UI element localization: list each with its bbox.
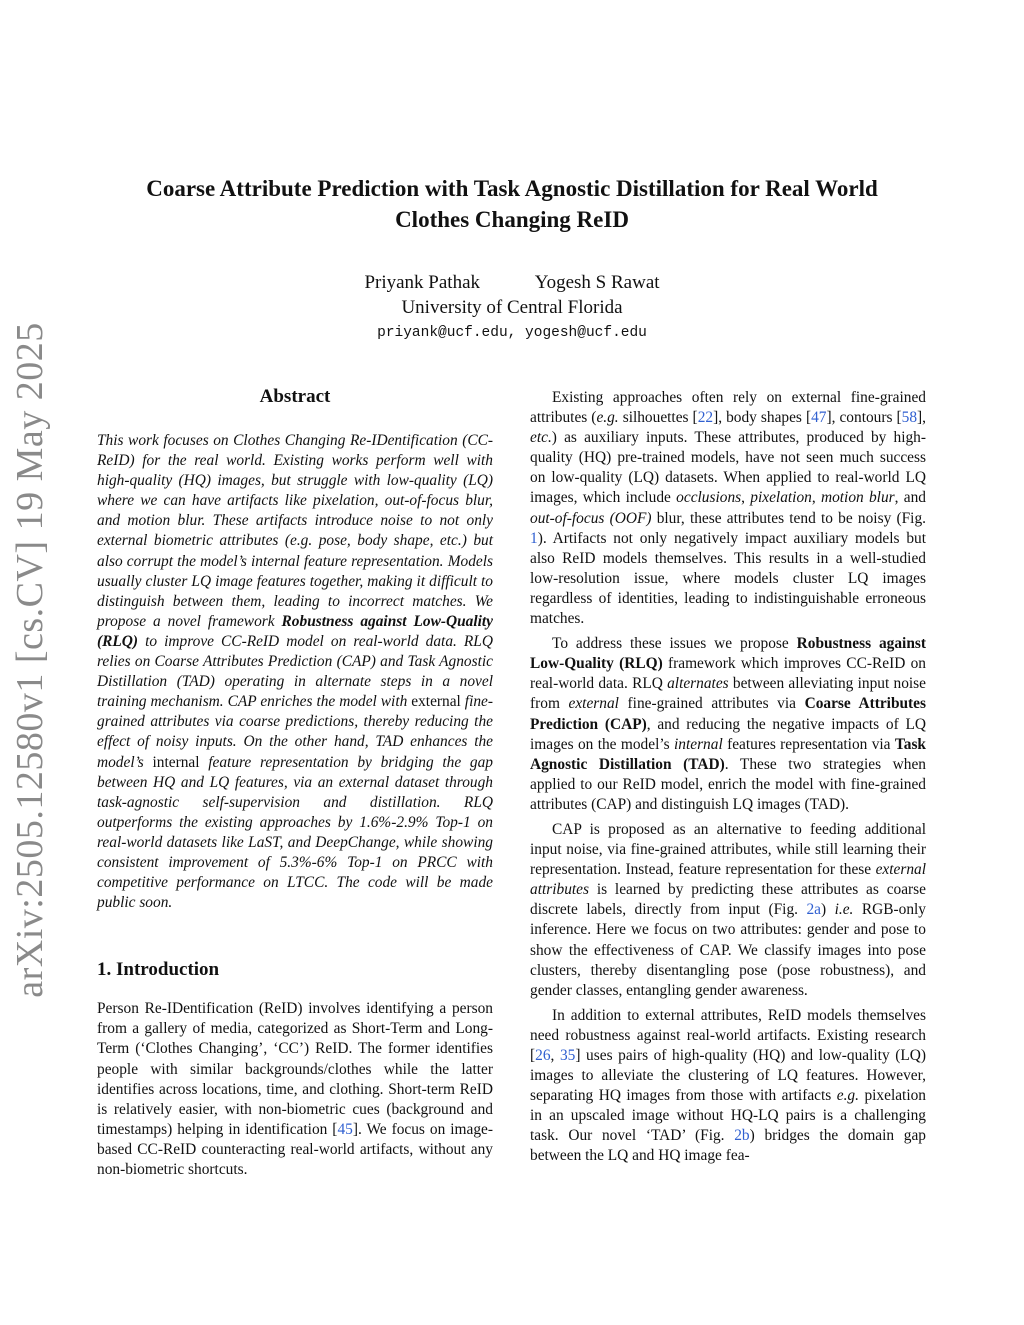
text-run: external attributes xyxy=(530,861,926,899)
text-run: To address these issues we propose xyxy=(552,635,797,653)
text-run: pixelation xyxy=(750,489,812,507)
text-run: external xyxy=(568,695,619,713)
text-run: alternates xyxy=(667,675,729,693)
text-run: fine-grained attributes via xyxy=(618,695,805,713)
affiliation: University of Central Florida xyxy=(401,297,623,318)
abstract-upright: external xyxy=(411,693,461,711)
text-run: ]. We focus on image-based CC-ReID counteracting real-world artifacts, without any non-biometric shortcuts. xyxy=(97,1120,493,1178)
text-run: out-of-focus (OOF) xyxy=(530,509,652,527)
text-run: occlusions xyxy=(676,489,742,507)
title-line-2: Clothes Changing ReID xyxy=(395,207,629,232)
citation-link[interactable]: 47 xyxy=(811,409,827,427)
text-run: e.g. xyxy=(836,1087,859,1105)
text-run: Task Agnostic Distillation (TAD) xyxy=(530,735,926,773)
text-run: etc. xyxy=(530,429,552,447)
text-run: ], contours [ xyxy=(826,409,902,427)
paragraph-existing-approaches xyxy=(530,388,926,629)
text-run: blur, these attributes tend to be noisy (Fig. xyxy=(651,509,926,527)
citation-link[interactable]: 26 xyxy=(535,1047,551,1064)
text-run: , and xyxy=(894,489,926,507)
text-run: Coarse Attributes Prediction (CAP) xyxy=(530,695,927,733)
paragraph-cap xyxy=(530,820,926,1001)
text-run: , xyxy=(741,489,751,507)
abstract-part: fine-grained attributes via coarse predictions, thereby reducing the effect of noisy inputs. On the other hand, TAD enhances the model’s xyxy=(97,693,493,771)
text-run: , xyxy=(811,489,821,507)
abstract-part: to improve CC-ReID model on real-world data. RLQ relies on Coarse Attributes Prediction (CAP) and Task Agnostic Distillation (TAD) operating in alternate steps in a novel training mechanism. CAP enriches the model with xyxy=(97,632,493,711)
introduction-heading: 1. Introduction xyxy=(97,959,220,981)
text-run: , and reducing the negative impacts of LQ images on the model’s xyxy=(530,715,926,753)
text-run: e.g. xyxy=(596,409,619,427)
text-run: ) as auxiliary inputs. These attributes, produced by high-quality (HQ) pre-trained models, have not seen much success on low-quality (LQ) datasets. When applied to real-world LQ images, which include xyxy=(530,429,926,507)
text-run: i.e. xyxy=(834,901,854,919)
abstract-text xyxy=(97,431,493,913)
citation-link[interactable]: 22 xyxy=(697,409,714,427)
figure-link[interactable]: 2a xyxy=(806,901,821,919)
left-column xyxy=(97,385,493,1180)
text-run: ) bridges the domain gap between the LQ and HQ image fea- xyxy=(530,1127,927,1165)
abstract-emphasis: Robustness against Low-Quality (RLQ) xyxy=(97,612,494,650)
text-run: ] uses pairs of high-quality (HQ) and low-quality (LQ) images to alleviate the clustering of LQ features. However, separating HQ images from those with artifacts xyxy=(530,1047,926,1105)
text-run: between alleviating input noise from xyxy=(530,675,926,713)
arxiv-identifier: arXiv:2505.12580v1 [cs.CV] 19 May 2025 xyxy=(9,322,51,998)
abstract-part: This work focuses on Clothes Changing Re-IDentification (CC-ReID) for the real world. Existing works perform well with high-quality (HQ) images, but struggle with low-quality (LQ) where we can have artifacts like pixelation, out-of-focus blur, and motion blur. These artifacts introduce noise to not only external biometric attributes (e.g. pose, body shape, etc.) but also corrupt the model’s internal feature representation. Models usually cluster LQ image features together, making it difficult to distinguish between them, leading to incorrect matches. We propose a novel framework xyxy=(97,432,493,630)
text-run: framework which improves CC-ReID on real-world data. RLQ xyxy=(530,655,926,693)
text-run: ) xyxy=(820,901,835,919)
text-run: pixelation in an upscaled image without HQ-LQ pairs is a challenging task. Our novel ‘TAD’ (Fig. xyxy=(530,1087,926,1145)
author-block xyxy=(0,270,1024,346)
abstract-part: feature representation by bridging the gap between HQ and LQ features, via an external dataset through task-agnostic self-supervision and distillation. RLQ outperforms the existing approaches by 1.6%-2.9% Top-1 on real-world datasets like LaST, and DeepChange, while showing consistent improvement of 5.3%-6% Top-1 on PRCC with competitive performance on LTCC. The code will be made public soon. xyxy=(97,753,493,912)
text-run: silhouettes [ xyxy=(618,409,698,427)
text-run: Existing approaches often rely on external fine-grained attributes ( xyxy=(530,389,926,427)
text-run: In addition to external attributes, ReID models themselves need robustness against real-world artifacts. Existing research [ xyxy=(530,1006,926,1064)
text-run: , xyxy=(550,1047,560,1064)
title-line-1: Coarse Attribute Prediction with Task Agnostic Distillation for Real World xyxy=(146,176,878,201)
author-name: Priyank Pathak xyxy=(364,272,481,293)
paragraph-rlq-proposal xyxy=(530,634,926,815)
text-run: ], body shapes [ xyxy=(713,409,812,427)
citation-link[interactable]: 45 xyxy=(337,1120,353,1138)
text-run: internal xyxy=(673,735,723,753)
paragraph-tad xyxy=(530,1006,926,1167)
author-name: Yogesh S Rawat xyxy=(534,272,660,293)
intro-paragraph xyxy=(97,999,493,1180)
text-run: features representation via xyxy=(722,735,895,753)
text-run: CAP is proposed as an alternative to feeding additional input noise, via fine-grained attributes, while still learning their representation. Instead, feature representation for these xyxy=(530,820,926,879)
text-run: Robustness against Low-Quality (RLQ) xyxy=(530,635,926,673)
text-run: is learned by predicting these attributes as coarse discrete labels, directly from input (Fig. xyxy=(530,881,926,919)
figure-link[interactable]: 2b xyxy=(734,1127,750,1145)
figure-link[interactable]: 1 xyxy=(530,529,538,547)
citation-link[interactable]: 58 xyxy=(901,409,918,427)
text-run: ). Artifacts not only negatively impact auxiliary models but also ReID models themselves. This results in a well-studied low-resolution issue, where models cluster LQ images regardless of identities, leading to indistinguishable erroneous matches. xyxy=(530,529,926,628)
text-run: ], xyxy=(917,409,926,427)
text-run: . These two strategies when applied to our ReID model, enrich the model with fine-grained attributes (CAP) and distinguish LQ images (TAD). xyxy=(530,755,926,813)
text-run: motion blur xyxy=(820,489,895,507)
text-run: RGB-only inference. Here we focus on two attributes: gender and pose to show the effectiveness of CAP. We classify images into pose clusters, thereby disentangling pose (pose robustness), and gender classes, entangling gender awareness. xyxy=(530,901,926,999)
abstract-heading: Abstract xyxy=(259,386,331,407)
text-run: Person Re-IDentification (ReID) involves identifying a person from a gallery of media, categorized as Short-Term and Long-Term (‘Clothes Changing’, ‘CC’) ReID. The former identifies people with similar backgrounds/clothes while the latter identifies across locations, time, and clothing. Short-term ReID is relatively easier, with non-biometric cues (background and timestamps) helping in identification [ xyxy=(97,1000,493,1138)
author-names xyxy=(0,270,1024,295)
abstract-upright: internal xyxy=(152,753,200,771)
citation-link[interactable]: 35 xyxy=(559,1047,576,1064)
author-emails: priyank@ucf.edu, yogesh@ucf.edu xyxy=(377,325,647,341)
paper-title xyxy=(100,173,924,235)
right-column xyxy=(530,388,926,1167)
